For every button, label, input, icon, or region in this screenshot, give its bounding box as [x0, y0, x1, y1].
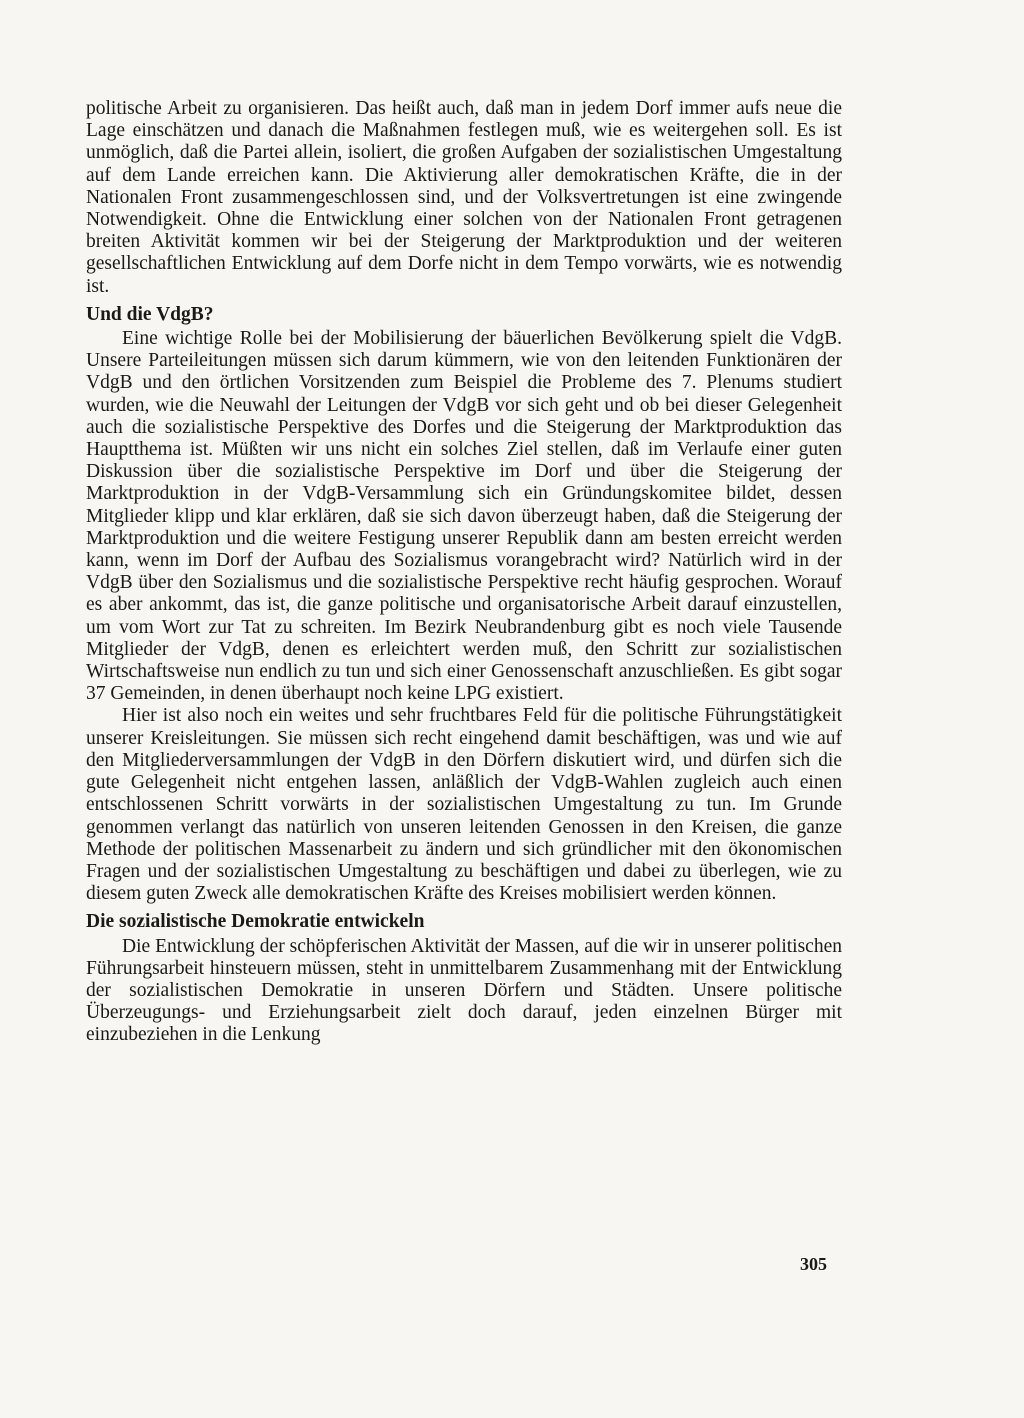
- document-page: [86, 98, 842, 1047]
- paragraph-1: politische Arbeit zu organisieren. Das heißt auch, daß man in jedem Dorf immer aufs neue die Lage einschätzen und danach die Maßnahmen festlegen muß, wie es weitergehen soll. Es ist unmöglich, daß die Partei allein, isoliert, die großen Aufgaben der sozialistischen Umgestaltung auf dem Lande erreichen kann. Die Aktivierung aller demokratischen Kräfte, die in der Nationalen Front zusammengeschlossen sind, und der Volksvertretungen ist eine zwingende Notwendigkeit. Ohne die Entwicklung einer solchen von der Nationalen Front getragenen breiten Aktivität kommen wir bei der Steigerung der Marktproduktion und der weiteren gesellschaftlichen Entwicklung auf dem Dorfe nicht in dem Tempo vorwärts, wie es notwendig ist.: [86, 98, 842, 297]
- page-number: 305: [800, 1254, 827, 1274]
- paragraph-4: Die Entwicklung der schöpferischen Aktivität der Massen, auf die wir in unserer politischen Führungsarbeit hinsteuern müssen, steht in unmittelbarem Zusammenhang mit der Entwicklung der sozialistischen Demokratie in unseren Dörfern und Städten. Unsere politische Überzeugungs- und Erziehungsarbeit zielt doch darauf, jeden einzelnen Bürger mit einzubeziehen in die Lenkung: [86, 935, 842, 1046]
- section-heading-democracy: Die sozialistische Demokratie entwickeln: [86, 911, 425, 933]
- paragraph-3: Hier ist also noch ein weites und sehr fruchtbares Feld für die politische Führungstätigkeit unserer Kreisleitungen. Sie müssen sich recht eingehend damit beschäftigen, was und wie auf den Mitgliederversammlungen der VdgB in den Dörfern diskutiert wird, und dürfen sich die gute Gelegenheit nicht entgehen lassen, anläßlich der VdgB-Wahlen zugleich auch einen entschlossenen Schritt vorwärts in der sozialistischen Umgestaltung zu tun. Im Grunde genommen verlangt das natürlich von unseren leitenden Genossen in den Kreisen, die ganze Methode der politischen Massenarbeit zu ändern und sich gründlicher mit den ökonomischen Fragen und der sozialistischen Umgestaltung zu beschäftigen und dabei zu überlegen, wie zu diesem guten Zweck alle demokratischen Kräfte des Kreises mobilisiert werden können.: [86, 705, 842, 905]
- paragraph-2: Eine wichtige Rolle bei der Mobilisierung der bäuerlichen Bevölkerung spielt die VdgB. Unsere Parteileitungen müssen sich darum kümmern, wie von den leitenden Funktionären der VdgB und den örtlichen Vorsitzenden zum Beispiel die Probleme des 7. Plenums studiert wurden, wie die Neuwahl der Leitungen der VdgB vor sich geht und ob bei dieser Gelegenheit auch die sozialistische Perspektive des Dorfes und die Steigerung der Marktproduktion das Hauptthema ist. Müßten wir uns nicht ein solches Ziel stellen, daß im Verlaufe einer guten Diskussion über die sozialistische Perspektive im Dorf und über die Steigerung der Marktproduktion in der VdgB-Versammlung sich ein Gründungskomitee bildet, dessen Mitglieder klipp und klar erklären, daß sie sich davon überzeugt haben, daß die Steigerung der Marktproduktion und die weitere Festigung unserer Republik dann am besten erreicht werden kann, wenn im Dorf der Aufbau des Sozialismus vorangebracht wird? Natürlich wird in der VdgB über den Sozialismus und die sozialistische Perspektive recht häufig gesprochen. Worauf es aber ankommt, das ist, die ganze politische und organisatorische Arbeit darauf einzustellen, um vom Wort zur Tat zu schreiten. Im Bezirk Neubrandenburg gibt es noch viele Tausende Mitglieder der VdgB, denen es erleichtert werden muß, den Schritt zur sozialistischen Wirtschaftsweise nun endlich zu tun und sich einer Genossenschaft anzuschließen. Es gibt sogar 37 Gemeinden, in denen überhaupt noch keine LPG existiert.: [86, 328, 842, 705]
- section-heading-vdgb: Und die VdgB?: [86, 303, 214, 325]
